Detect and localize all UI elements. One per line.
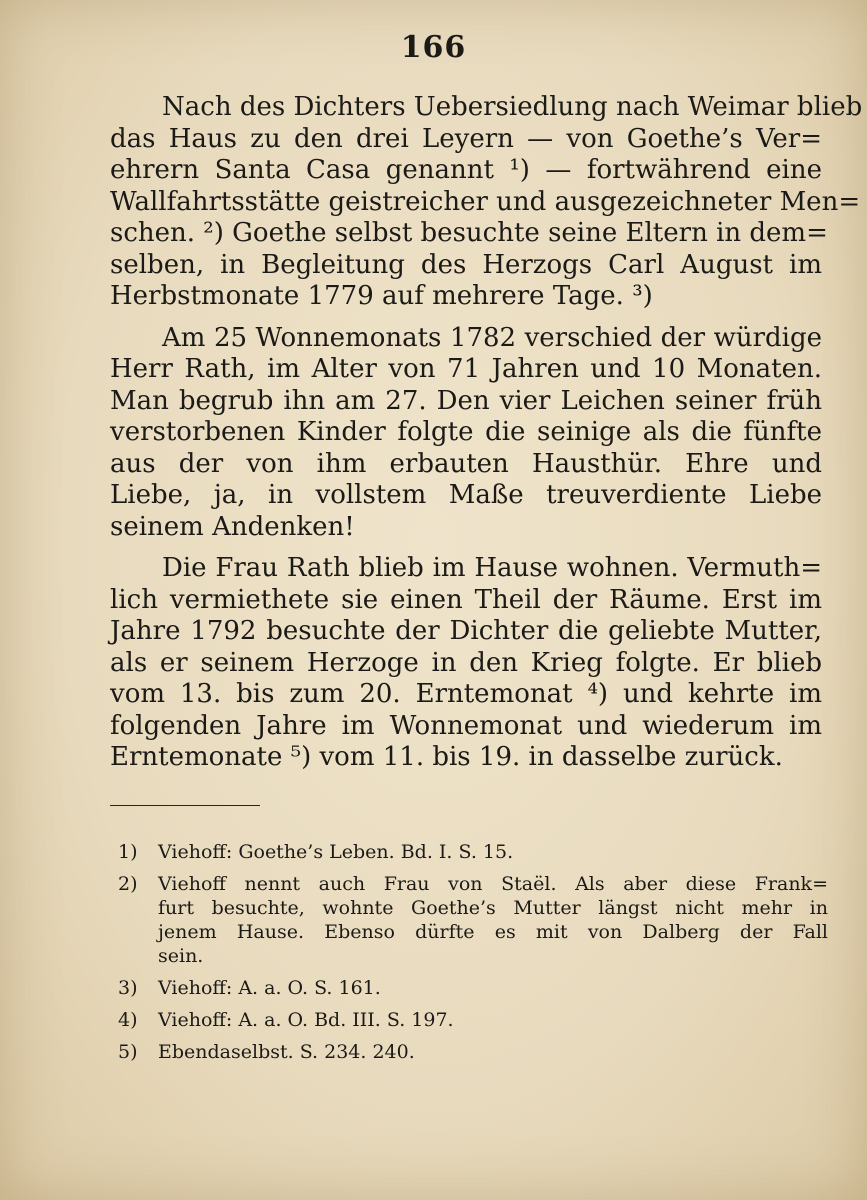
text-line: Nach des Dichters Uebersiedlung nach Weimar blieb (162, 92, 863, 122)
text-line: vom 13. bis zum 20. Erntemonat ⁴) und kehrte im (110, 679, 822, 709)
footnote (118, 840, 828, 864)
text-line: Man begrub ihn am 27. Den vier Leichen seiner früh (110, 385, 822, 416)
footnote-line: sein. (158, 945, 204, 967)
text-line: lich vermiethete sie einen Theil der Räume. Erst im (110, 584, 822, 615)
paragraph (110, 323, 822, 544)
footnotes (118, 840, 828, 1072)
footnote (118, 1008, 828, 1032)
text-line: Am 25 Wonnemonats 1782 verschied der würdige (162, 322, 822, 353)
footnote-number: 5) (118, 1041, 138, 1063)
text-line: Herbstmonate 1779 auf mehrere Tage. ³) (110, 281, 653, 311)
footnote-line: Viehoff: A. a. O. Bd. III. S. 197. (158, 1009, 454, 1031)
text-line: schen. ²) Goethe selbst besuchte seine Eltern in dem= (110, 218, 828, 248)
text-line: Die Frau Rath blieb im Hause wohnen. Vermuth= (162, 553, 822, 583)
text-line: folgenden Jahre im Wonnemonat und wiederum im (110, 710, 822, 741)
text-line: aus der von ihm erbauten Hausthür. Ehre und (110, 448, 822, 479)
page-number: 166 (400, 30, 467, 65)
main-text (110, 92, 863, 784)
paragraph (110, 92, 863, 313)
footnote (118, 872, 828, 968)
text-line: seinem Andenken! (110, 511, 355, 542)
footnote-line: furt besuchte, wohnte Goethe’s Mutter längst nicht mehr in (158, 897, 828, 919)
footnote-line: jenem Hause. Ebenso dürfte es mit von Dalberg der Fall (158, 921, 828, 943)
footnote-number: 3) (118, 977, 138, 999)
footnote-line: Ebendaselbst. S. 234. 240. (158, 1041, 415, 1063)
footnote-divider (110, 805, 260, 806)
text-line: das Haus zu den drei Leyern — von Goethe’s Ver= (110, 123, 822, 154)
footnote-number: 1) (118, 841, 138, 863)
text-line: Wallfahrtsstätte geistreicher und ausgezeichneter Men= (110, 186, 861, 217)
text-line: Jahre 1792 besuchte der Dichter die geliebte Mutter, (110, 616, 822, 646)
text-line: Erntemonate ⁵) vom 11. bis 19. in dasselbe zurück. (110, 742, 783, 772)
text-line: Liebe, ja, in vollstem Maße treuverdiente Liebe (110, 480, 822, 510)
footnote (118, 1040, 828, 1064)
paragraph (110, 553, 822, 774)
text-line: selben, in Begleitung des Herzogs Carl August im (110, 249, 822, 280)
footnote-line: Viehoff nennt auch Frau von Staël. Als aber diese Frank= (158, 873, 828, 895)
footnote-line: Viehoff: A. a. O. S. 161. (158, 977, 381, 999)
text-line: verstorbenen Kinder folgte die seinige als die fünfte (110, 417, 822, 447)
footnote (118, 976, 828, 1000)
footnote-number: 4) (118, 1009, 138, 1031)
footnote-number: 2) (118, 873, 138, 895)
text-line: als er seinem Herzoge in den Krieg folgte. Er blieb (110, 647, 822, 678)
footnote-line: Viehoff: Goethe’s Leben. Bd. I. S. 15. (158, 841, 514, 863)
text-line: Herr Rath, im Alter von 71 Jahren und 10 Monaten. (110, 354, 822, 384)
text-line: ehrern Santa Casa genannt ¹) — fortwährend eine (110, 155, 822, 185)
